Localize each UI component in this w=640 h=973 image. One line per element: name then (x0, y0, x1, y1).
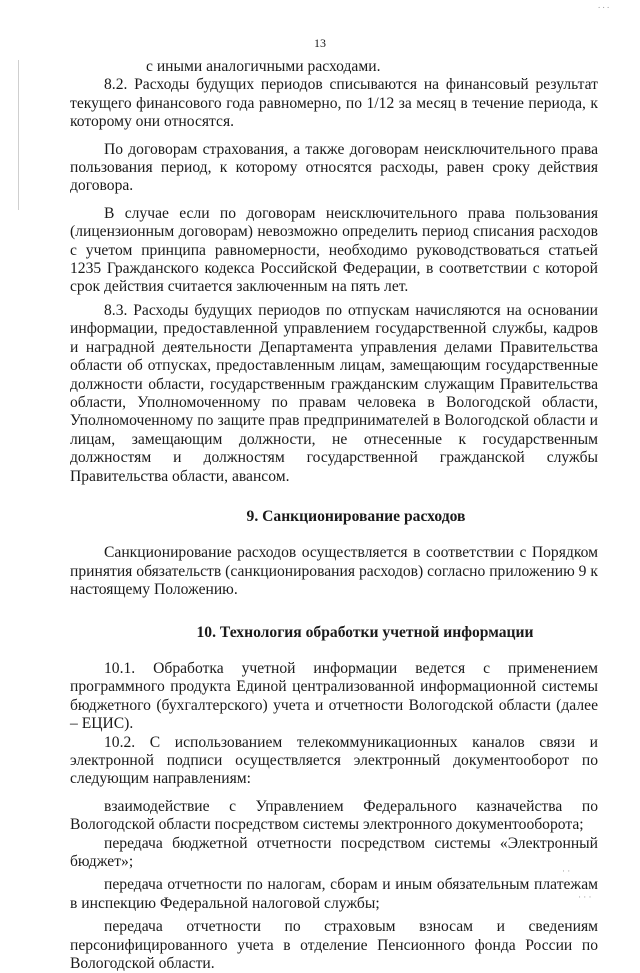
bottom-right-corner-mark-2: · · · (578, 892, 592, 902)
document-body (70, 58, 598, 973)
page-number: 13 (314, 36, 326, 50)
list-item: передача отчетности по налогам, сборам и иным обязательным платежам в инспекцию Федеральной налоговой службы; (70, 876, 598, 912)
list-item: взаимодействие с Управлением Федерального казначейства по Вологодской области посредством системы электронного документооборота; (70, 797, 598, 834)
section-9-text: Санкционирование расходов осуществляется в соответствии с Порядком принятия обязательств (санкционирования расходов) согласно приложению 9 к настоящему Положению. (70, 544, 598, 599)
paragraph-continuation: с иными аналогичными расходами. (146, 58, 381, 75)
section-10-heading: 10. Технология обработки учетной информации (196, 623, 534, 641)
top-right-corner-mark: . . . (598, 0, 610, 10)
left-edge-mark (18, 60, 19, 210)
bottom-right-corner-mark: · · (562, 866, 571, 876)
paragraph-8-3: 8.3. Расходы будущих периодов по отпускам начисляются на основании информации, предоставленной управлением государственной службы, кадров и наградной деятельности Департамента управления делами Правительства области об отпусках, предоставленным лицам, замещающим государственные должности области, государственным гражданским служащим Правительства области, Уполномоченному по правам человека в Вологодской области, Уполномоченному по защите прав предпринимателей в Вологодской области и лицам, замещающим должности, не отнесенные к государственным должностям и должностям государственной гражданской службы Правительства области, авансом. (70, 301, 598, 485)
paragraph-10-2: 10.2. С использованием телекоммуникационных каналов связи и электронной подписи осуществляется электронный документооборот по следующим направлениям: (70, 733, 598, 788)
list-item: передача бюджетной отчетности посредством системы «Электронный бюджет»; (70, 834, 598, 871)
paragraph-10-1: 10.1. Обработка учетной информации ведется с применением программного продукта Единой централизованной информационной системы бюджетного (бухгалтерского) учета и отчетности Вологодской области (далее – ЕЦИС). (70, 659, 598, 733)
list-item: передача отчетности по страховым взносам и сведениям персонифицированного учета в отделение Пенсионного фонда России по Вологодской области. (70, 918, 598, 973)
paragraph-insurance: По договорам страхования, а также договорам неисключительного права пользования период, к которому относятся расходы, равен сроку действия договора. (70, 140, 598, 195)
paragraph-license: В случае если по договорам неисключительного права пользования (лицензионным договорам) невозможно определить период списания расходов с учетом принципа равномерности, необходимо руководствоваться статьей 1235 Гражданского кодекса Российской Федерации, в соответствии с которой срок действия считается заключенным на пять лет. (70, 204, 598, 296)
paragraph-8-2: 8.2. Расходы будущих периодов списываются на финансовый результат текущего финансового года равномерно, по 1/12 за месяц в течение периода, к которому они относятся. (70, 76, 598, 131)
section-9-heading: 9. Санкционирование расходов (246, 507, 466, 525)
